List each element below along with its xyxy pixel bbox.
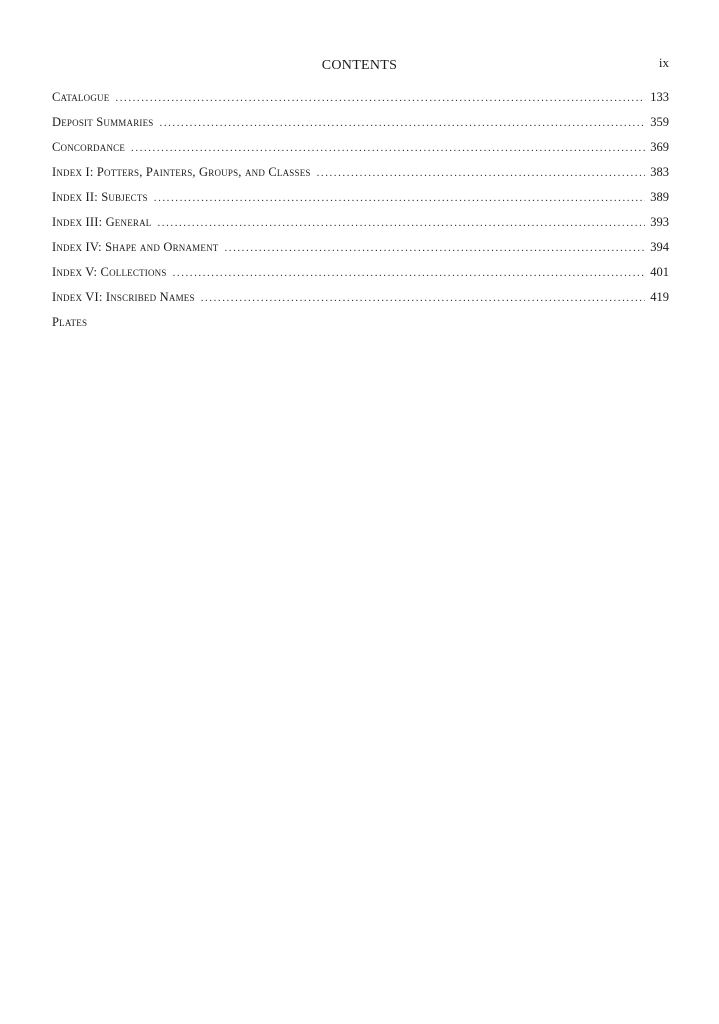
toc-entry-concordance [52,140,669,165]
toc-entry-page: 401 [650,265,669,279]
page-title: CONTENTS [321,58,398,73]
toc-entry-catalogue [52,90,669,115]
toc-entry-label: Plates [52,315,88,329]
toc-entry-index-iv [52,240,669,265]
page-number: ix [658,55,669,70]
toc-leader-dots [201,292,646,304]
toc-entry-label: Index V: Collections [52,265,167,279]
toc-entry-page: 133 [650,90,669,104]
toc-entry-page: 383 [650,165,669,179]
toc-entry-page: 419 [650,290,669,304]
toc-entry-page: 369 [650,140,669,154]
toc-entry-index-i [52,165,669,190]
toc-entry-page: 359 [650,115,669,129]
toc-leader-dots [224,242,645,254]
toc-leader-dots [115,92,645,104]
toc-entry-label: Concordance [52,140,126,154]
toc-entry-label: Index I: Potters, Painters, Groups, and Classes [52,165,311,179]
toc-entry-plates [52,315,669,340]
toc-entry-page: 393 [650,215,669,229]
toc-entry-label: Index III: General [52,215,152,229]
toc-leader-dots [154,192,645,204]
toc-entry-index-v [52,265,669,290]
toc-entry-label: Index IV: Shape and Ornament [52,240,219,254]
toc-leader-dots [131,142,645,154]
toc-entry-deposit-summaries [52,115,669,140]
toc-entry-label: Index II: Subjects [52,190,148,204]
toc-entry-index-iii [52,215,669,240]
toc-entry-page: 389 [650,190,669,204]
table-of-contents [52,90,669,340]
toc-entry-label: Catalogue [52,90,110,104]
toc-entry-index-ii [52,190,669,215]
toc-entry-page: 394 [650,240,669,254]
toc-leader-dots [173,267,646,279]
toc-leader-dots [158,217,646,229]
toc-leader-dots [317,167,646,179]
toc-entry-index-vi [52,290,669,315]
toc-leader-dots [160,117,646,129]
toc-entry-label: Deposit Summaries [52,115,154,129]
toc-entry-label: Index VI: Inscribed Names [52,290,195,304]
